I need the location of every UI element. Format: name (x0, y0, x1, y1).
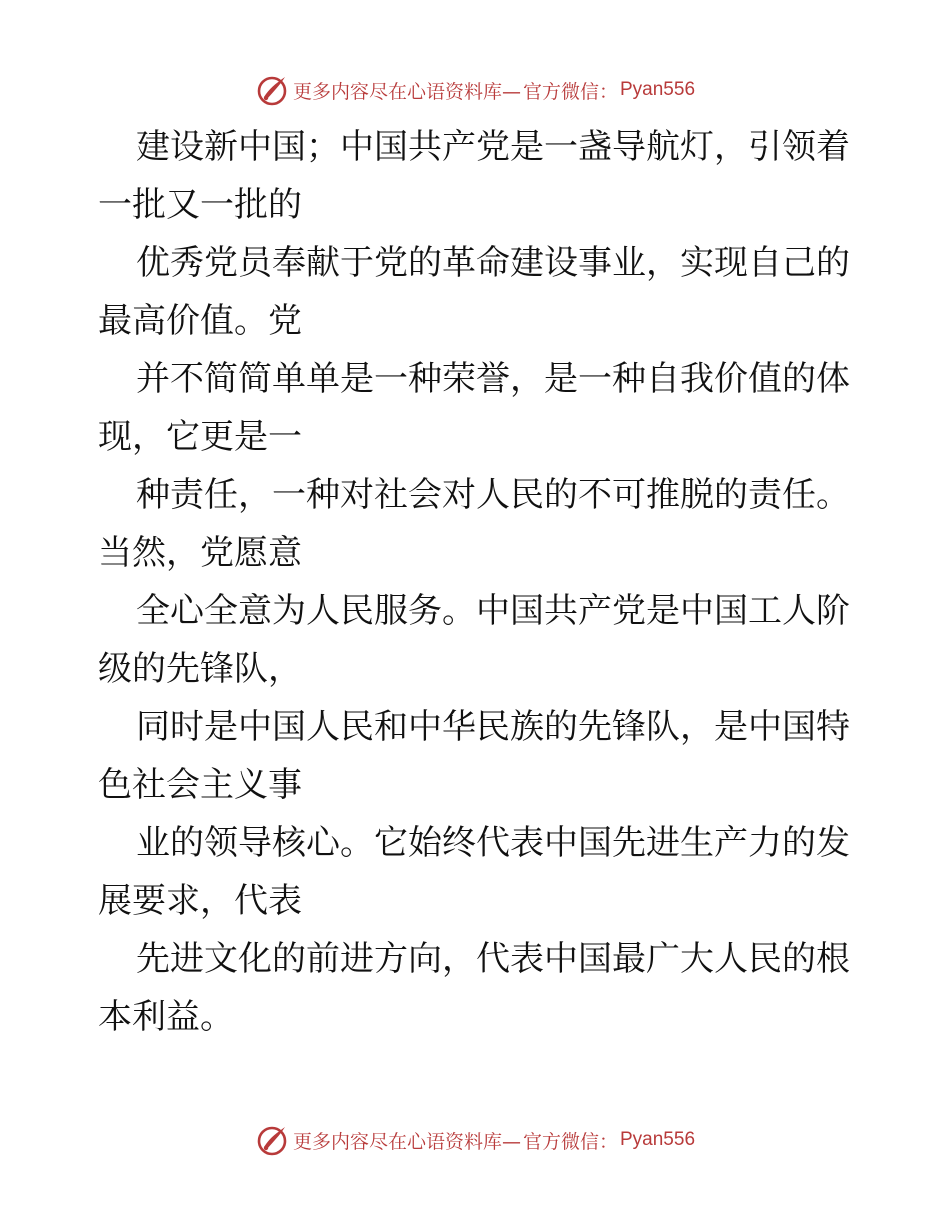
brush-ink-logo-icon (255, 73, 289, 107)
text-line: 并不简简单单是一种荣誉，是一种自我价值的体 (136, 359, 850, 399)
footer-banner (0, 1120, 950, 1160)
text-line: 本利益。 (98, 997, 234, 1037)
text-line: 优秀党员奉献于党的革命建设事业，实现自己的 (136, 243, 850, 283)
text-line: 一批又一批的 (98, 185, 302, 225)
banner-wechat-label: 官方微信： (522, 80, 618, 103)
text-line: 种责任，一种对社会对人民的不可推脱的责任。 (136, 475, 850, 515)
text-line: 级的先锋队， (98, 649, 302, 689)
banner-text: 更多内容尽在心语资料库— (292, 80, 521, 103)
brush-ink-logo-icon (255, 1123, 289, 1157)
text-line: 全心全意为人民服务。中国共产党是中国工人阶 (136, 591, 850, 631)
text-line: 同时是中国人民和中华民族的先锋队，是中国特 (136, 707, 850, 747)
text-line: 展要求，代表 (98, 881, 302, 921)
banner-wechat-id: Pyan556 (620, 1129, 696, 1150)
text-line: 建设新中国；中国共产党是一盏导航灯，引领着 (136, 127, 850, 167)
document-body (98, 118, 858, 1046)
banner-wechat-id: Pyan556 (620, 79, 696, 100)
header-banner (0, 70, 950, 110)
text-line: 业的领导核心。它始终代表中国先进生产力的发 (136, 823, 850, 863)
banner-wechat-label: 官方微信： (522, 1130, 618, 1153)
text-line: 现，它更是一 (98, 417, 302, 457)
text-line: 先进文化的前进方向，代表中国最广大人民的根 (136, 939, 850, 979)
banner-text: 更多内容尽在心语资料库— (292, 1130, 521, 1153)
text-line: 色社会主义事 (98, 765, 302, 805)
text-line: 当然，党愿意 (98, 533, 302, 573)
text-line: 最高价值。党 (98, 301, 302, 341)
